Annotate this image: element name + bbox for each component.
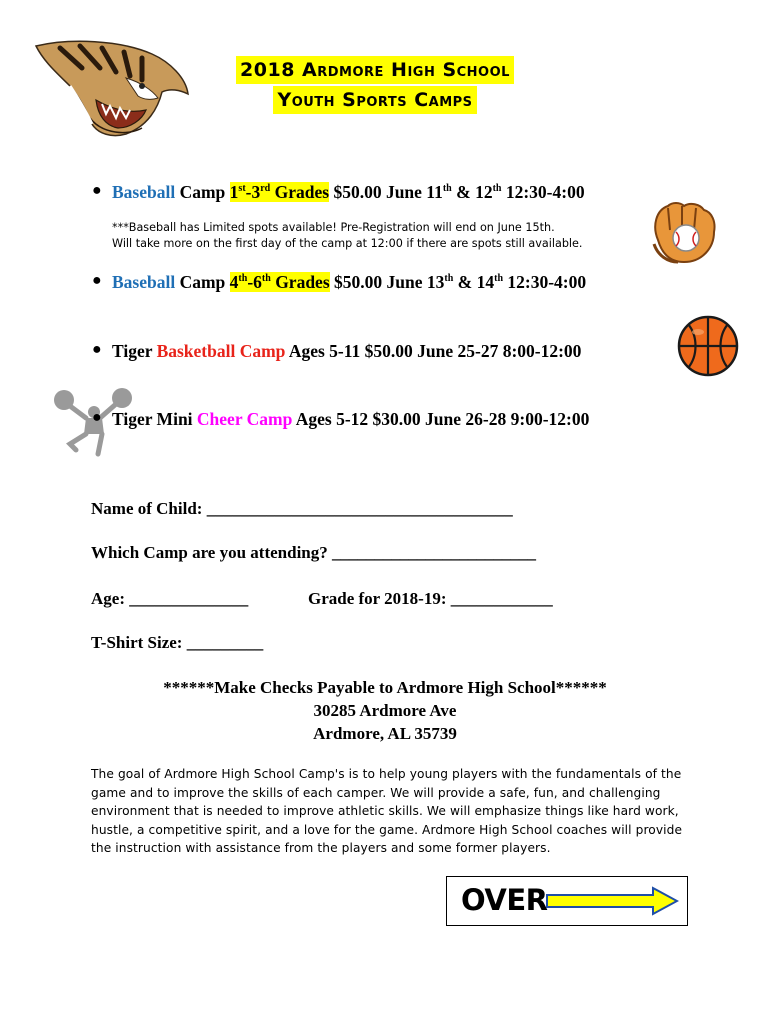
payment-address: 30285 Ardmore Ave xyxy=(313,701,457,720)
title-line-2: Youth Sports Camps xyxy=(273,86,476,114)
camp-details: Ages 5-11 $50.00 June 25-27 8:00-12:00 xyxy=(285,341,582,361)
camp-label: Camp xyxy=(175,272,230,292)
camp-details: & 12 xyxy=(451,182,493,202)
camp-name: Baseball xyxy=(112,272,176,292)
grade-range xyxy=(230,272,330,292)
camp-details: & 14 xyxy=(453,272,495,292)
camp-label: Camp xyxy=(175,182,230,202)
camp-description: The goal of Ardmore High School Camp's is to help young players with the fundamentals of the game and to improve the skills of each camper. We will provide a safe, fun, and challenging environment that is needed to improve athletic skills. We will emphasize things like hard work, hustle, a competitive spirit, and a love for the game. Ardmore High School coaches will provide the instruction with assistance from the players and some former players. xyxy=(91,767,683,855)
camp-prefix: Tiger xyxy=(112,341,157,361)
camp-item-cheer xyxy=(92,409,590,430)
date-sup: th xyxy=(494,273,504,285)
grade-end: -6 xyxy=(247,272,262,292)
over-label: OVER xyxy=(461,883,548,917)
camp-time: 12:30-4:00 xyxy=(503,272,587,292)
camp-attending-field[interactable]: Which Camp are you attending? ________________________ xyxy=(91,543,537,562)
camp-item-baseball-1-3 xyxy=(92,182,585,203)
payment-line: ******Make Checks Payable to Ardmore High School****** xyxy=(163,678,607,697)
camp-item-basketball xyxy=(92,341,582,362)
camp-details: Ages 5-12 $30.00 June 26-28 9:00-12:00 xyxy=(292,409,590,429)
date-sup: th xyxy=(442,183,452,195)
grade-start: 1 xyxy=(229,182,239,202)
bullet-icon: ● xyxy=(92,182,102,199)
bullet-icon: ● xyxy=(92,409,102,426)
note-line-2: Will take more on the first day of the camp at 12:00 if there are spots still available. xyxy=(112,237,583,250)
baseball-note xyxy=(112,220,582,252)
note-line-1: ***Baseball has Limited spots available! Pre-Registration will end on June 15th. xyxy=(112,221,555,234)
grade-end: -3 xyxy=(245,182,261,202)
camp-name: Cheer Camp xyxy=(196,409,293,429)
right-arrow-icon xyxy=(545,886,679,916)
camp-name: Basketball Camp xyxy=(156,341,286,361)
date-sup: th xyxy=(444,273,454,285)
camp-details: $50.00 June 11 xyxy=(329,182,443,202)
grade-start: 4 xyxy=(229,272,239,292)
grade-end-sup: th xyxy=(261,273,271,285)
payment-city: Ardmore, AL 35739 xyxy=(313,724,457,743)
child-name-field[interactable]: Name of Child: ____________________________________ xyxy=(91,499,513,518)
camp-prefix: Tiger Mini xyxy=(112,409,197,429)
grade-end-sup: rd xyxy=(260,183,271,195)
grade-range xyxy=(230,182,329,202)
camp-item-baseball-4-6 xyxy=(92,272,587,293)
payment-info xyxy=(0,676,770,745)
grade-start-sup: st xyxy=(238,183,246,195)
baseball-glove-icon xyxy=(648,200,720,266)
tiger-mascot-icon xyxy=(30,38,192,138)
over-indicator xyxy=(446,876,688,926)
grade-word: Grades xyxy=(270,272,330,292)
camp-name: Baseball xyxy=(112,182,176,202)
grade-word: Grades xyxy=(270,182,330,202)
camp-details: $50.00 June 13 xyxy=(329,272,445,292)
age-field[interactable]: Age: ______________ xyxy=(91,589,249,608)
page-title xyxy=(210,56,540,114)
title-line-1: 2018 Ardmore High School xyxy=(236,56,514,84)
basketball-icon xyxy=(676,314,740,378)
grade-field[interactable]: Grade for 2018-19: ____________ xyxy=(308,589,553,608)
bullet-icon: ● xyxy=(92,272,102,289)
date-sup: th xyxy=(492,183,502,195)
bullet-icon: ● xyxy=(92,341,102,358)
grade-start-sup: th xyxy=(238,273,248,285)
tshirt-size-field[interactable]: T-Shirt Size: _________ xyxy=(91,633,264,652)
camp-time: 12:30-4:00 xyxy=(501,182,585,202)
